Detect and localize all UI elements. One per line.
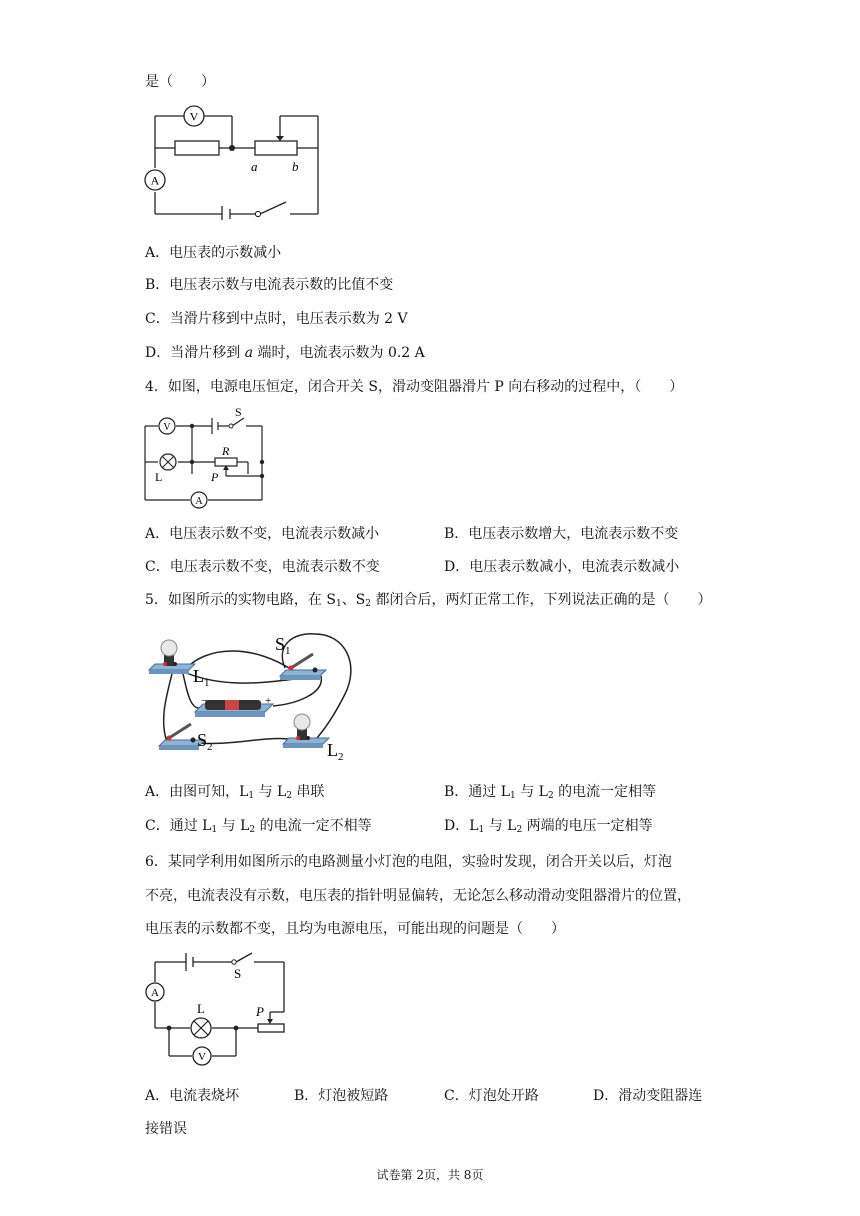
q6-option-b: B．灯泡被短路 — [294, 1088, 389, 1104]
q6-switch-label: S — [234, 966, 242, 981]
q3-option-d: D．当滑片移到 a 端时，电流表示数为 0.2 A — [145, 345, 425, 361]
q5-lamp-l1-icon — [149, 640, 195, 674]
q4-option-d: D．电压表示数减小，电流表示数减小 — [444, 559, 680, 575]
q6-option-d-continued: 接错误 — [145, 1121, 187, 1137]
q5-stem: 5．如图所示的实物电路，在 $S_1$、$S_2$ 都闭合后，两灯正常工作，下列说法正确的是（ ） — [145, 592, 712, 609]
svg-text:A: A — [195, 496, 203, 507]
q6-lamp-icon — [191, 1018, 211, 1038]
q5-option-c: C．通过 $L_1$ 与 $L_2$ 的电流一定不相等 — [145, 818, 372, 835]
svg-text:V: V — [163, 422, 171, 433]
q5-l2-label: $L_2$ — [327, 740, 344, 762]
q6-stem-line-1: 6．某同学利用如图所示的电路测量小灯泡的电阻，实验时发现，闭合开关以后，灯泡 — [145, 854, 672, 870]
q5-physical-circuit-picture — [145, 624, 370, 762]
q5-option-a: A．由图可知，$L_1$ 与 $L_2$ 串联 — [145, 784, 325, 801]
q4-lamp-icon — [160, 454, 176, 470]
q5-l1-label: $L_1$ — [193, 666, 210, 689]
svg-text:A: A — [150, 173, 160, 188]
q3-end-b-label: b — [292, 159, 299, 174]
q3-option-a: A．电压表的示数减小 — [145, 245, 282, 261]
svg-text:A: A — [151, 987, 159, 999]
q4-stem: 4．如图，电源电压恒定，闭合开关 S，滑动变阻器滑片 P 向右移动的过程中，（ ） — [145, 379, 684, 395]
q3-option-b: B．电压表示数与电流表示数的比值不变 — [145, 277, 394, 293]
q5-plus-label: + — [265, 695, 272, 707]
q5-minus-label: − — [201, 695, 208, 707]
q3-stem-tail: 是（ ） — [145, 74, 215, 90]
q4-circuit-diagram — [140, 404, 275, 512]
page-footer: 试卷第 2页，共 8页 — [376, 1168, 484, 1182]
q4-switch-label: S — [235, 405, 242, 419]
q4-option-a: A．电压表示数不变，电流表示数减小 — [145, 526, 380, 542]
svg-text:V: V — [189, 109, 199, 124]
q4-slider-label: P — [211, 470, 219, 484]
q5-option-d: D．$L_1$ 与 $L_2$ 两端的电压一定相等 — [444, 818, 653, 835]
q6-slider-label: P — [256, 1004, 264, 1019]
q4-lamp-label: L — [155, 470, 163, 484]
q6-option-d: D．滑动变阻器连 — [593, 1088, 703, 1104]
q3-end-a-label: a — [251, 159, 258, 174]
q6-option-a: A．电流表烧坏 — [145, 1088, 240, 1104]
svg-text:V: V — [198, 1051, 206, 1063]
q4-option-b: B．电压表示数增大，电流表示数不变 — [444, 526, 679, 542]
q4-rheostat-label: R — [222, 444, 230, 458]
q6-lamp-label: L — [197, 1001, 205, 1016]
q3-circuit-diagram — [140, 100, 330, 220]
q6-stem-line-2: 不亮，电流表没有示数，电压表的指针明显偏转，无论怎么移动滑动变阻器滑片的位置， — [145, 888, 691, 904]
q6-circuit-diagram — [140, 948, 290, 1066]
q6-option-c: C．灯泡处开路 — [444, 1088, 539, 1104]
q5-s2-label: $S_2$ — [197, 730, 213, 753]
q5-s1-label: $S_1$ — [275, 634, 291, 657]
q3-option-c: C．当滑片移到中点时，电压表示数为 2 V — [145, 311, 408, 327]
q4-option-c: C．电压表示数不变，电流表示数不变 — [145, 559, 380, 575]
q6-stem-line-3: 电压表的示数都不变，且均为电源电压，可能出现的问题是（ ） — [145, 921, 565, 937]
q5-option-b: B．通过 $L_1$ 与 $L_2$ 的电流一定相等 — [444, 784, 657, 801]
